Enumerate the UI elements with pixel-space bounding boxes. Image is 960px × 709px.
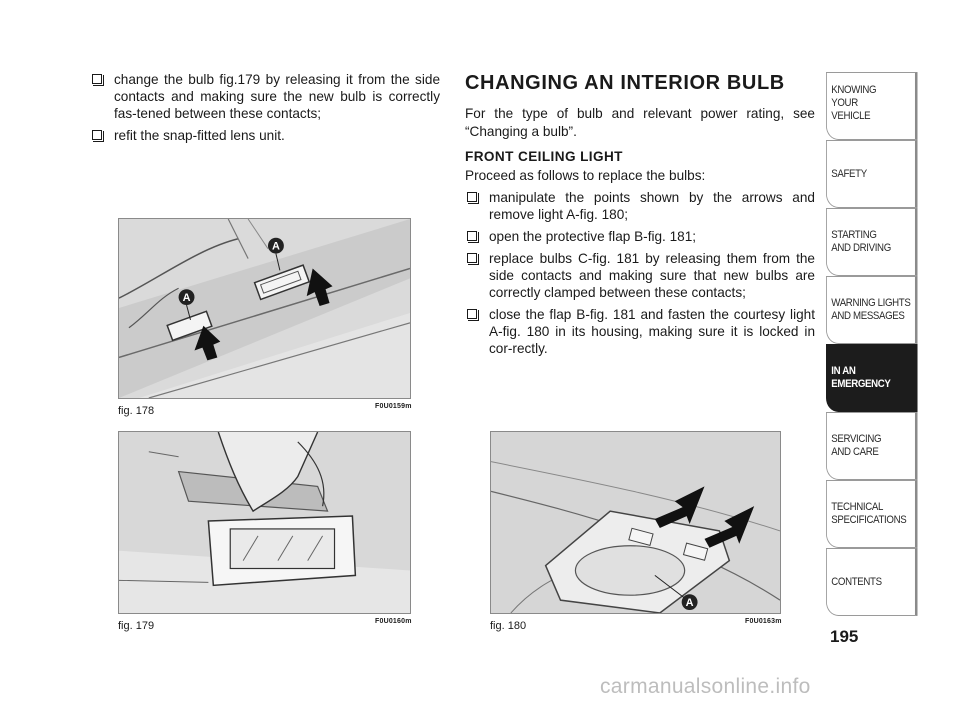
bullet-item: manipulate the points shown by the arrows and remove light A-fig. 180; [465, 189, 815, 223]
figure-code: F0U0160m [375, 618, 412, 625]
tab-safety[interactable]: SAFETY [826, 140, 918, 208]
figure-180-image [490, 431, 781, 614]
right-column [465, 71, 815, 362]
tab-technical-specifications[interactable]: TECHNICAL SPECIFICATIONS [826, 480, 918, 548]
checkbox-bullet-icon [92, 74, 102, 84]
section-title: CHANGING AN INTERIOR BULB [465, 72, 785, 94]
chapter-tabs [826, 72, 918, 616]
tab-servicing-and-care[interactable]: SERVICING AND CARE [826, 412, 918, 480]
checkbox-bullet-icon [467, 192, 477, 202]
checkbox-bullet-icon [467, 309, 477, 319]
tab-knowing-your-vehicle[interactable]: KNOWING YOUR VEHICLE [826, 72, 918, 140]
checkbox-bullet-icon [467, 231, 477, 241]
procedure-intro: Proceed as follows to replace the bulbs: [465, 168, 706, 183]
bullet-item: close the flap B-fig. 181 and fasten the courtesy light A-fig. 180 in its housing, making sure it is locked in cor-rectly. [465, 306, 815, 357]
tab-in-an-emergency[interactable]: IN AN EMERGENCY [826, 344, 918, 412]
subheading: FRONT CEILING LIGHT [465, 149, 623, 164]
bullet-item: open the protective flap B-fig. 181; [465, 228, 815, 245]
figure-label: fig. 179 [118, 620, 155, 632]
left-column [90, 71, 440, 149]
figure-code: F0U0159m [375, 403, 412, 410]
tab-starting-and-driving[interactable]: STARTING AND DRIVING [826, 208, 918, 276]
figure-label: fig. 178 [118, 405, 155, 417]
figure-label: fig. 180 [490, 620, 527, 632]
page-number: 195 [830, 627, 859, 646]
tab-warning-lights[interactable]: WARNING LIGHTS AND MESSAGES [826, 276, 918, 344]
tab-contents[interactable]: CONTENTS [826, 548, 918, 616]
bullet-item: replace bulbs C-fig. 181 by releasing them from the side contacts and making sure that new bulbs are correctly clamped between these contacts; [465, 250, 815, 301]
checkbox-bullet-icon [92, 130, 102, 140]
callout-label: A [182, 292, 191, 305]
callout-label: A [685, 597, 694, 610]
checkbox-bullet-icon [467, 253, 477, 263]
bullet-item: refit the snap-fitted lens unit. [90, 127, 440, 144]
figure-178-image [118, 218, 411, 399]
bullet-item: change the bulb fig.179 by releasing it from the side contacts and making sure the new bulb is correctly fas-tened between these contacts; [90, 71, 440, 122]
intro-paragraph: For the type of bulb and relevant power rating, see “Changing a bulb”. [465, 106, 815, 139]
callout-label: A [271, 240, 280, 253]
figure-code: F0U0163m [745, 618, 782, 625]
figure-179-image [118, 431, 411, 614]
watermark-text: carmanualsonline.info [600, 675, 811, 698]
